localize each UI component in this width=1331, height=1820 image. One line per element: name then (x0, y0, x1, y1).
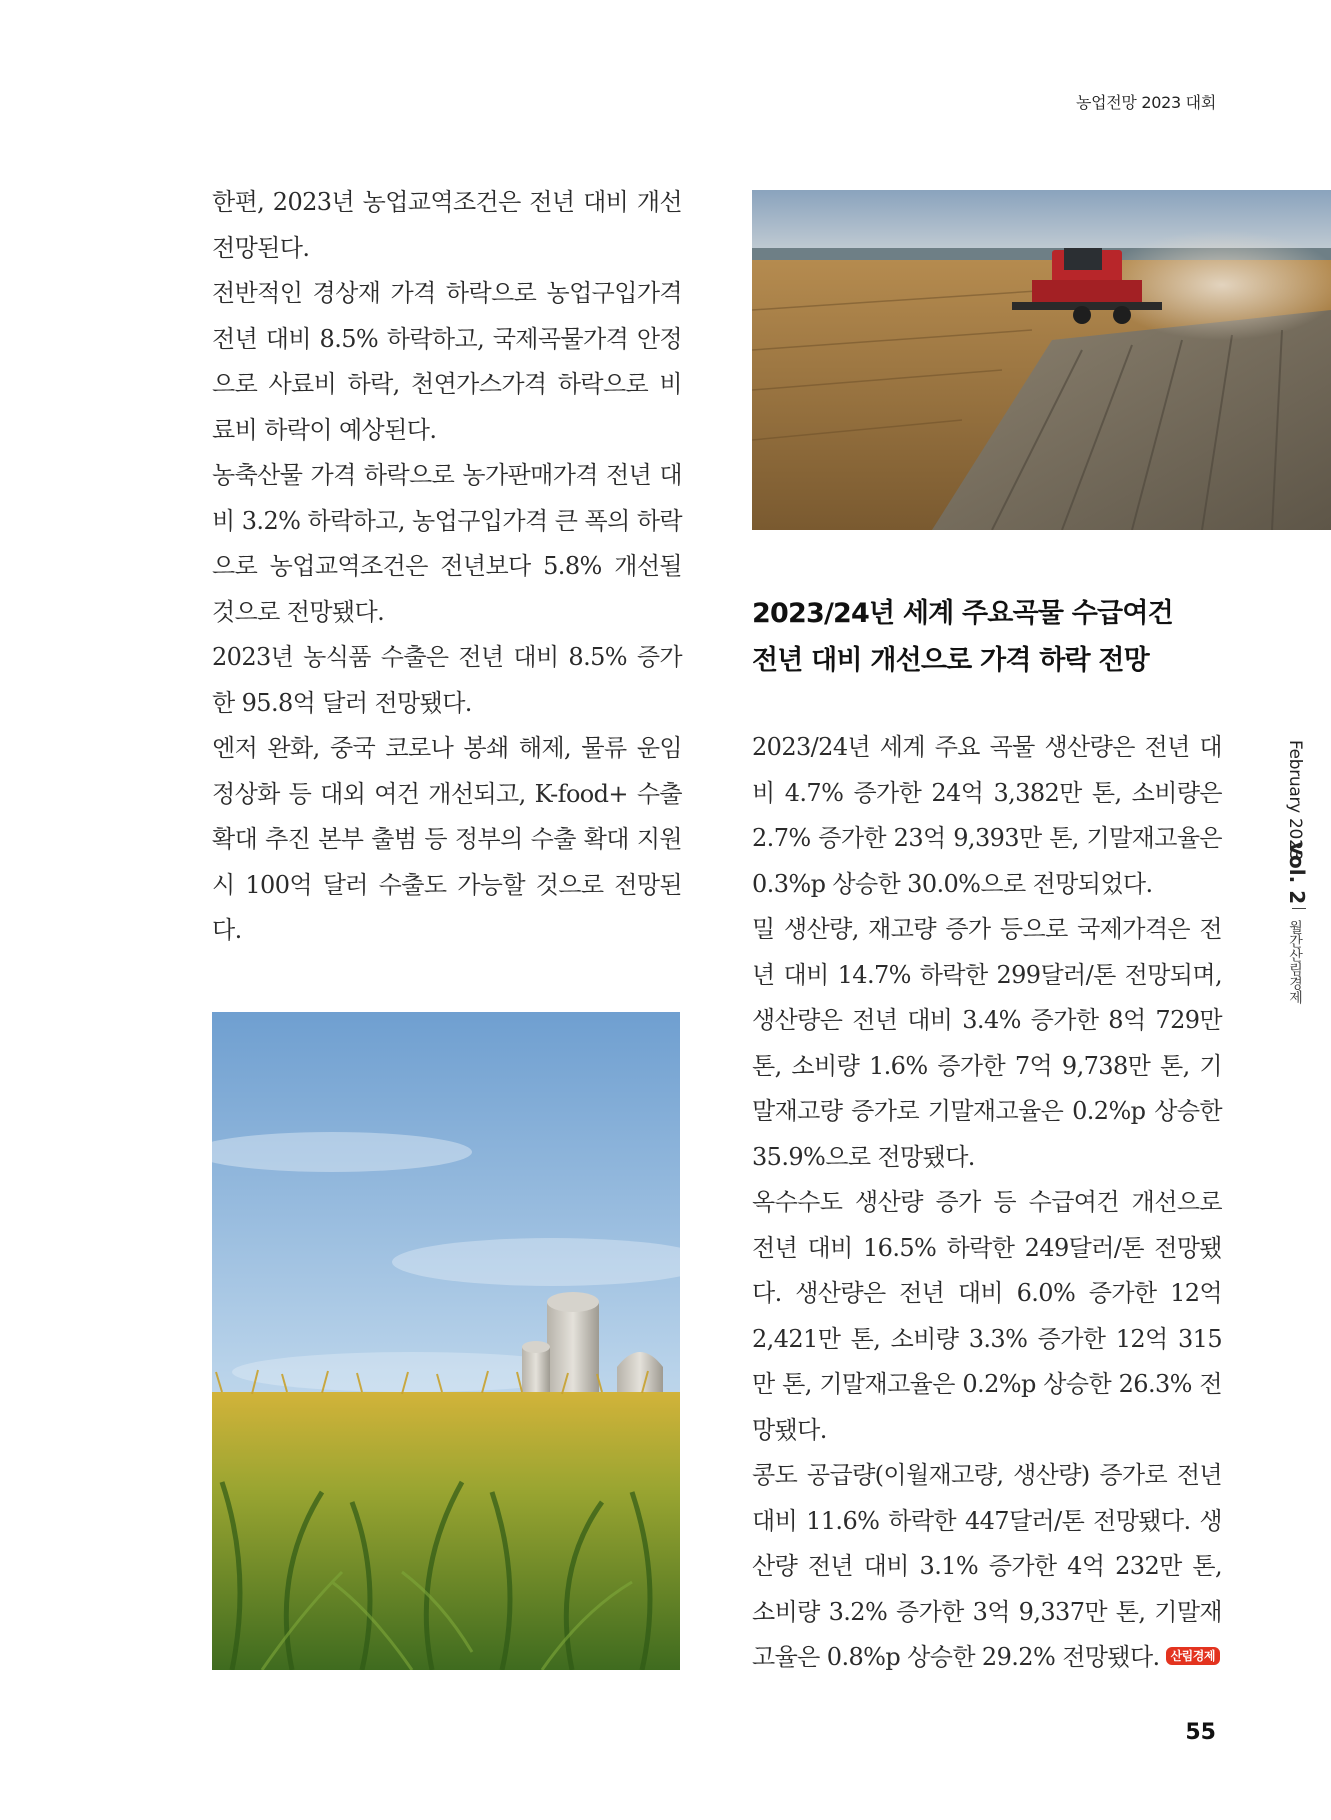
combine-harvester-photo (752, 190, 1331, 530)
paragraph: 한편, 2023년 농업교역조건은 전년 대비 개선 전망된다. (212, 188, 682, 262)
subheading-line: 전년 대비 개선으로 가격 하락 전망 (752, 645, 1149, 676)
running-header: 농업전망 2023 대회 (1075, 93, 1216, 112)
page-number: 55 (1185, 1720, 1216, 1745)
paragraph: 옥수수도 생산량 증가 등 수급여건 개선으로 전년 대비 16.5% 하락한 249달러/톤 전망됐다. 생산량은 전년 대비 6.0% 증가한 12억 2,421만 톤, 소비량 3.3% 증가한 12억 315만 톤, 기말재고율은 0.2%p 상승한 26.3% 전망됐다. (752, 1188, 1222, 1444)
corn-field-photo (212, 1012, 680, 1670)
left-text-column (212, 180, 682, 954)
section-subheading (752, 590, 1222, 684)
paragraph: 2023년 농식품 수출은 전년 대비 8.5% 증가한 95.8억 달러 전망됐다. (212, 643, 682, 717)
issue-volume: vol. 2 (1285, 842, 1309, 905)
paragraph: 2023/24년 세계 주요 곡물 생산량은 전년 대비 4.7% 증가한 24억 3,382만 톤, 소비량은 2.7% 증가한 23억 9,393만 톤, 기말재고율은 0.3%p 상승한 30.0%으로 전망되었다. (752, 733, 1222, 898)
paragraph: 밀 생산량, 재고량 증가 등으로 국제가격은 전년 대비 14.7% 하락한 299달러/톤 전망되며, 생산량은 전년 대비 3.4% 증가한 8억 729만 톤, 소비량 1.6% 증가한 7억 9,738만 톤, 기말재고량 증가로 기말재고율은 0.2%p 상승한 35.9%으로 전망됐다. (752, 915, 1222, 1171)
paragraph-last (752, 1453, 1222, 1681)
subheading-line: 2023/24년 세계 주요곡물 수급여건 (752, 598, 1173, 629)
side-tab (1285, 740, 1315, 1070)
magazine-name: 월간산림경제 (1287, 920, 1303, 1004)
issue-month: February 2023 (1285, 740, 1305, 861)
right-text-column (752, 725, 1222, 1681)
paragraph: 농축산물 가격 하락으로 농가판매가격 전년 대비 3.2% 하락하고, 농업구입가격 큰 폭의 하락으로 농업교역조건은 전년보다 5.8% 개선될 것으로 전망됐다. (212, 461, 682, 626)
paragraph-text: 콩도 공급량(이월재고량, 생산량) 증가로 전년 대비 11.6% 하락한 447달러/톤 전망됐다. 생산량 전년 대비 3.1% 증가한 4억 232만 톤, 소비량 3.2% 증가한 3억 9,337만 톤, 기말재고율은 0.8%p 상승한 29.2% 전망됐다. (752, 1461, 1222, 1671)
side-tab-divider (1292, 908, 1306, 909)
paragraph: 전반적인 경상재 가격 하락으로 농업구입가격 전년 대비 8.5% 하락하고, 국제곡물가격 안정으로 사료비 하락, 천연가스가격 하락으로 비료비 하락이 예상된다. (212, 279, 682, 444)
end-mark-logo: 산림경제 (1166, 1647, 1220, 1665)
paragraph: 엔저 완화, 중국 코로나 봉쇄 해제, 물류 운임 정상화 등 대외 여건 개선되고, K-food+ 수출 확대 추진 본부 출범 등 정부의 수출 확대 지원 시 100억 달러 수출도 가능할 것으로 전망된다. (212, 734, 682, 944)
